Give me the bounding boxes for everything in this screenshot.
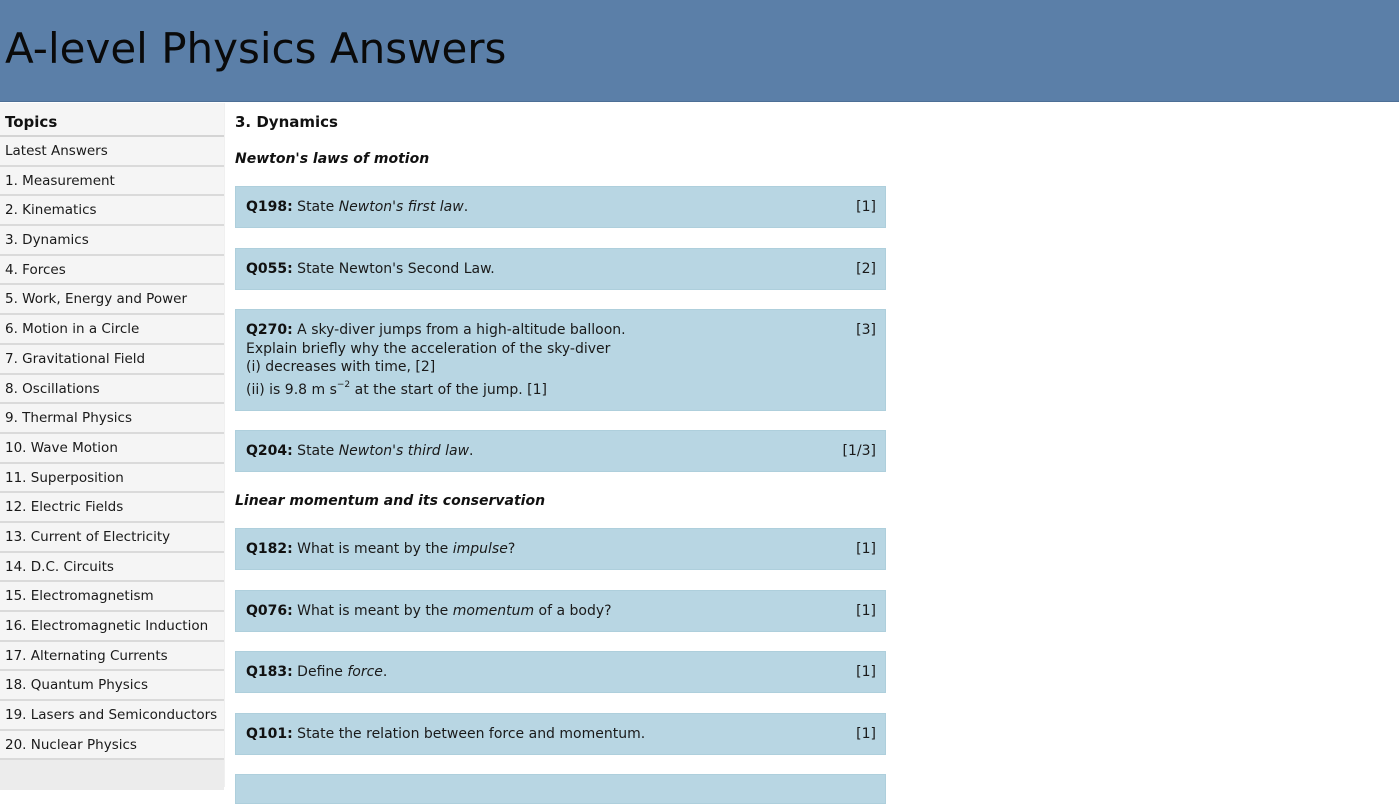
question-text: A sky-diver jumps from a high-altitude balloon. — [292, 322, 626, 338]
question-text: State Newton's Second Law. — [292, 261, 495, 277]
question-text: What is meant by the — [292, 541, 453, 557]
sidebar-item-electric-fields[interactable]: 12. Electric Fields — [0, 493, 224, 523]
sidebar-item-kinematics[interactable]: 2. Kinematics — [0, 196, 224, 226]
question-id: Q183: — [246, 664, 293, 680]
sidebar-item-current-of-electricity[interactable]: 13. Current of Electricity — [0, 523, 224, 553]
sidebar-item-superposition[interactable]: 11. Superposition — [0, 464, 224, 494]
question-id: Q204: — [246, 443, 293, 459]
question-card-q183[interactable] — [235, 651, 886, 693]
question-card-q270[interactable] — [235, 309, 886, 411]
question-text: (ii) is 9.8 m s — [246, 381, 337, 398]
sidebar-item-nuclear-physics[interactable]: 20. Nuclear Physics — [0, 731, 224, 761]
sidebar-item-dc-circuits[interactable]: 14. D.C. Circuits — [0, 553, 224, 583]
section-heading-linear-momentum: Linear momentum and its conservation — [235, 493, 546, 509]
sidebar-item-latest-answers[interactable]: Latest Answers — [0, 137, 224, 167]
marks-badge: [1] — [856, 603, 876, 619]
question-text: . — [382, 664, 388, 680]
question-text: State the relation between force and momentum. — [292, 726, 646, 742]
marks-badge: [3] — [856, 322, 876, 338]
question-text-emphasis: Newton's first law — [338, 199, 464, 215]
question-text-emphasis: force — [347, 664, 383, 680]
marks-badge: [1/3] — [842, 443, 876, 459]
sidebar-item-quantum-physics[interactable]: 18. Quantum Physics — [0, 671, 224, 701]
sidebar-item-work-energy-power[interactable]: 5. Work, Energy and Power — [0, 285, 224, 315]
sidebar-item-electromagnetic-induction[interactable]: 16. Electromagnetic Induction — [0, 612, 224, 642]
question-text: State — [292, 443, 339, 459]
sidebar-item-wave-motion[interactable]: 10. Wave Motion — [0, 434, 224, 464]
question-id: Q198: — [246, 199, 293, 215]
sidebar-item-measurement[interactable]: 1. Measurement — [0, 167, 224, 197]
question-text: ? — [507, 541, 516, 557]
question-text-line: Explain briefly why the acceleration of the sky-diver — [246, 340, 611, 357]
sidebar-item-dynamics[interactable]: 3. Dynamics — [0, 226, 224, 256]
app-header — [0, 0, 1399, 102]
question-text-emphasis: impulse — [452, 541, 508, 557]
question-card-q055[interactable] — [235, 248, 886, 290]
sidebar-item-motion-in-a-circle[interactable]: 6. Motion in a Circle — [0, 315, 224, 345]
section-heading-newtons-laws: Newton's laws of motion — [235, 151, 430, 167]
question-id: Q101: — [246, 726, 293, 742]
marks-badge: [2] — [856, 261, 876, 277]
sidebar-item-electromagnetism[interactable]: 15. Electromagnetism — [0, 582, 224, 612]
sidebar-item-thermal-physics[interactable]: 9. Thermal Physics — [0, 404, 224, 434]
app-title: A-level Physics Answers — [5, 24, 507, 73]
question-card-q182[interactable] — [235, 528, 886, 570]
topics-sidebar — [0, 103, 225, 787]
question-id: Q076: — [246, 603, 293, 619]
question-card-q076[interactable] — [235, 590, 886, 632]
marks-badge: [1] — [856, 541, 876, 557]
topics-heading: Topics — [0, 103, 224, 137]
question-text-emphasis: momentum — [452, 603, 535, 619]
superscript-exponent: −2 — [336, 379, 351, 390]
question-text: Define — [292, 664, 348, 680]
page-title: 3. Dynamics — [235, 113, 338, 131]
question-card-q101[interactable] — [235, 713, 886, 755]
sidebar-filler — [0, 760, 224, 790]
marks-badge: [1] — [856, 199, 876, 215]
main-content — [235, 103, 1399, 787]
question-id: Q182: — [246, 541, 293, 557]
question-text: at the start of the jump. [1] — [350, 381, 548, 398]
sidebar-item-forces[interactable]: 4. Forces — [0, 256, 224, 286]
question-text: . — [469, 443, 474, 459]
marks-badge: [1] — [856, 726, 876, 742]
question-text-line: (i) decreases with time, [2] — [246, 359, 436, 375]
question-card-partial[interactable] — [235, 774, 886, 804]
question-text: What is meant by the — [292, 603, 453, 619]
question-text: State — [292, 199, 339, 215]
sidebar-item-alternating-currents[interactable]: 17. Alternating Currents — [0, 642, 224, 672]
question-card-q198[interactable] — [235, 186, 886, 228]
sidebar-item-lasers-semiconductors[interactable]: 19. Lasers and Semiconductors — [0, 701, 224, 731]
marks-badge: [1] — [856, 664, 876, 680]
sidebar-item-oscillations[interactable]: 8. Oscillations — [0, 375, 224, 405]
question-card-q204[interactable] — [235, 430, 886, 472]
question-text: . — [463, 199, 469, 215]
question-id: Q270: — [246, 322, 293, 338]
question-id: Q055: — [246, 261, 293, 277]
sidebar-item-gravitational-field[interactable]: 7. Gravitational Field — [0, 345, 224, 375]
question-text: of a body? — [534, 603, 612, 619]
question-text-emphasis: Newton's third law — [338, 443, 470, 459]
